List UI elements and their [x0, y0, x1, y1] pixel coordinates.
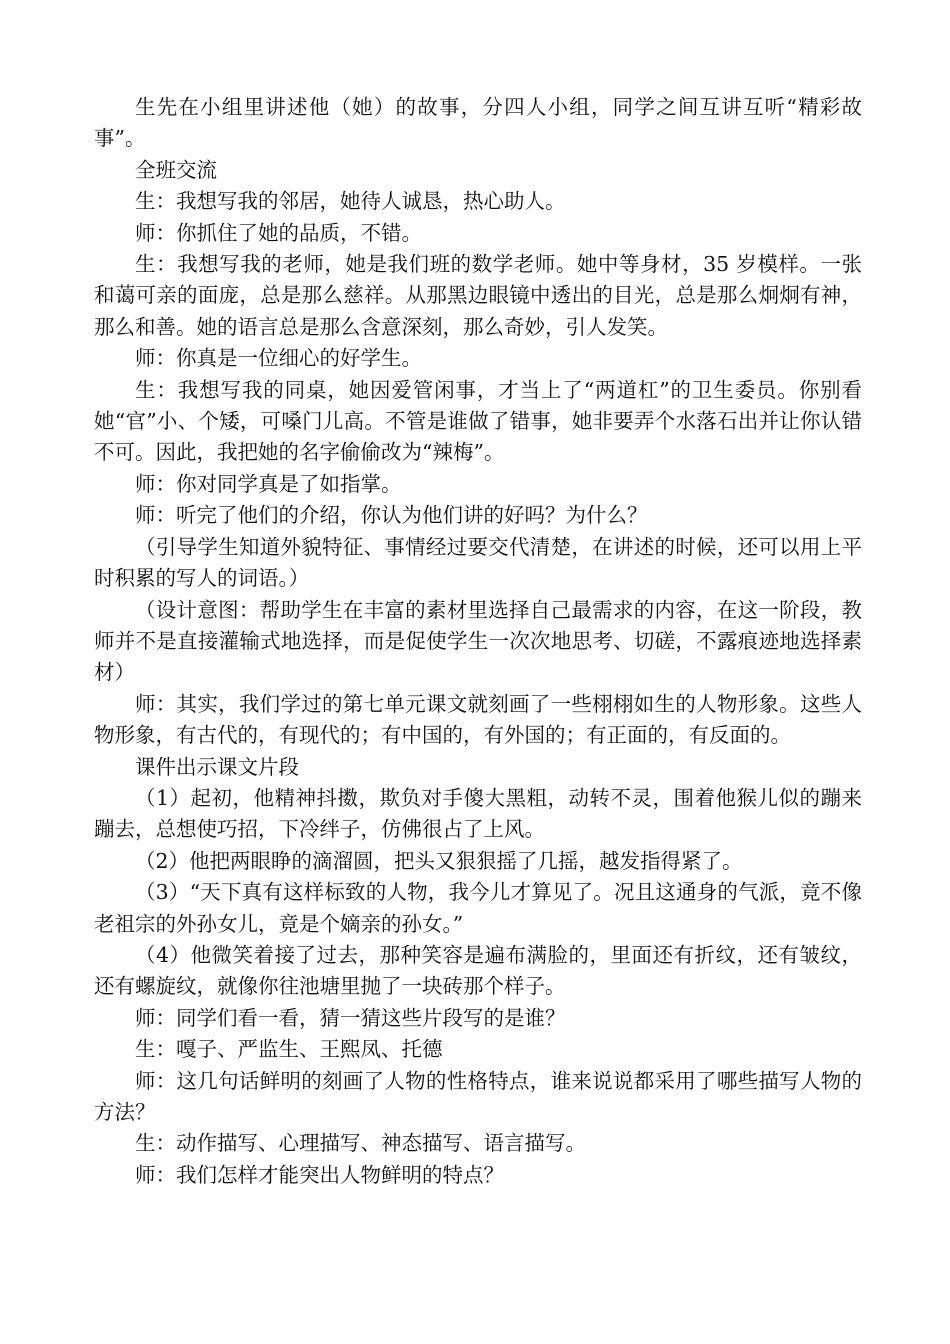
paragraph: 生：我想写我的老师，她是我们班的数学老师。她中等身材，35 岁模样。一张和蔼可亲的面庞，总是那么慈祥。从那黑边眼镜中透出的目光，总是那么炯炯有神，那么和善。她的语言总是那么含意深刻，那么奇妙，引人发笑。 — [94, 252, 862, 339]
paragraph: （4）他微笑着接了过去，那种笑容是遍布满脸的，里面还有折纹，还有皱纹，还有螺旋纹，就像你往池塘里抛了一块砖那个样子。 — [94, 942, 862, 999]
paragraph: 课件出示课文片段 — [135, 754, 299, 779]
paragraph: 生先在小组里讲述他（她）的故事，分四人小组，同学之间互讲互听“精彩故事”。 — [94, 95, 862, 151]
paragraph: 师：你真是一位细心的好学生。 — [135, 346, 422, 371]
paragraph: 师：你对同学真是了如指掌。 — [135, 471, 402, 496]
paragraph: 师：我们怎样才能突出人物鲜明的特点？ — [135, 1162, 504, 1187]
paragraph: 生：我想写我的同桌，她因爱管闲事，才当上了“两道杠”的卫生委员。你别看她“官”小、个矮，可嗓门儿高。不管是谁做了错事，她非要弄个水落石出并让你认错不可。因此，我把她的名字偷偷改为“辣梅”。 — [94, 377, 862, 465]
paragraph: （3）“天下真有这样标致的人物，我今儿才算见了。况且这通身的气派，竟不像老祖宗的外孙女儿，竟是个嫡亲的孙女。” — [94, 880, 862, 936]
paragraph: 师：其实，我们学过的第七单元课文就刻画了一些栩栩如生的人物形象。这些人物形象，有古代的，有现代的；有中国的，有外国的；有正面的，有反面的。 — [94, 691, 862, 748]
document-page — [94, 92, 862, 1191]
paragraph: （2）他把两眼睁的滴溜圆，把头又狠狠摇了几摇，越发指得紧了。 — [135, 848, 743, 873]
paragraph: （设计意图：帮助学生在丰富的素材里选择自己最需求的内容，在这一阶段，教师并不是直接灌输式地选择，而是促使学生一次次地思考、切磋，不露痕迹地选择素材） — [94, 597, 862, 685]
paragraph: 生：动作描写、心理描写、神态描写、语言描写。 — [135, 1131, 586, 1156]
paragraph: 师：你抓住了她的品质，不错。 — [135, 220, 422, 245]
paragraph: （引导学生知道外貌特征、事情经过要交代清楚，在讲述的时候，还可以用上平时积累的写人的词语。） — [94, 534, 862, 591]
paragraph: 生：我想写我的邻居，她待人诚恳，热心助人。 — [135, 189, 566, 214]
paragraph: 生：嘎子、严监生、王熙凤、托德 — [135, 1037, 443, 1062]
paragraph: 师：同学们看一看，猜一猜这些片段写的是谁？ — [135, 1005, 566, 1030]
paragraph: 师：听完了他们的介绍，你认为他们讲的好吗？为什么？ — [135, 503, 648, 528]
paragraph: （1）起初，他精神抖擞，欺负对手傻大黑粗，动转不灵，围着他猴儿似的蹦来蹦去，总想使巧招，下冷绊子，仿佛很占了上风。 — [94, 785, 862, 842]
paragraph: 师：这几句话鲜明的刻画了人物的性格特点，谁来说说都采用了哪些描写人物的方法？ — [94, 1068, 862, 1124]
paragraph: 全班交流 — [135, 157, 217, 182]
